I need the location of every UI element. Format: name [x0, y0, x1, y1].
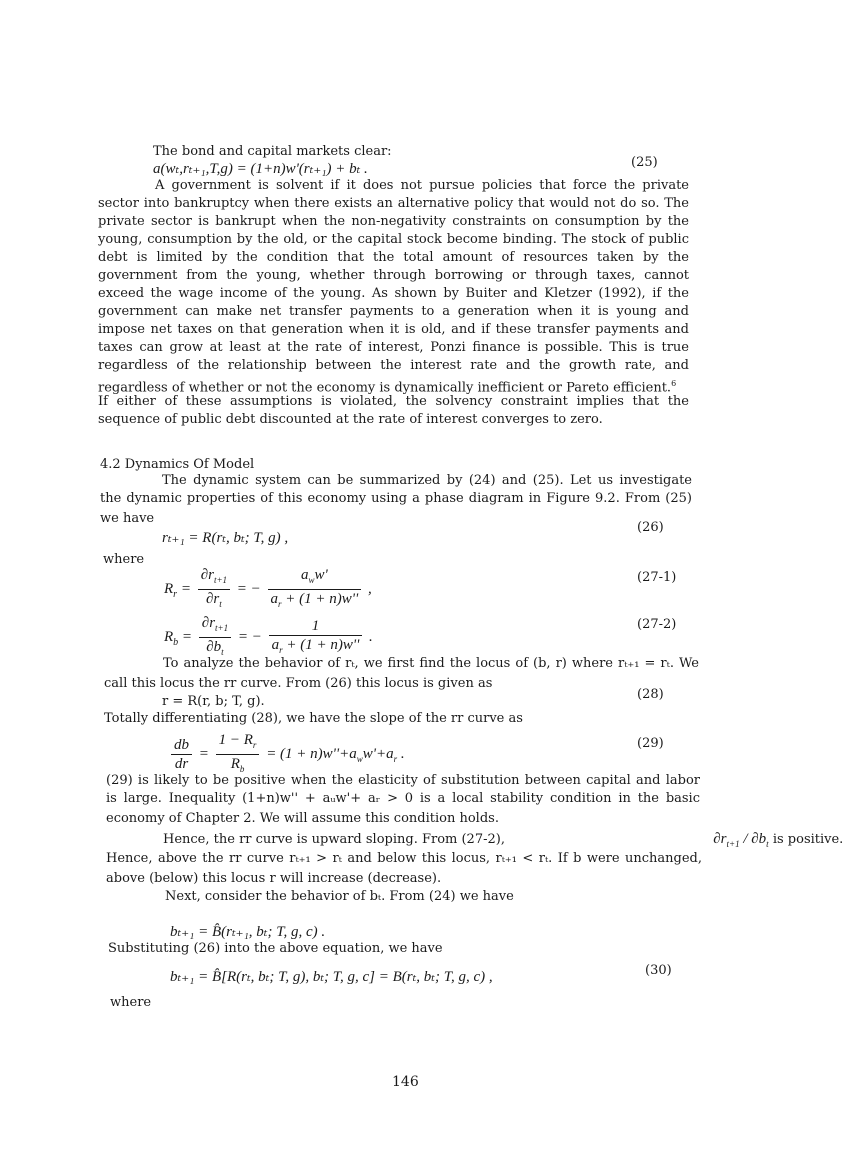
- hence-line-2: Hence, above the rr curve rₜ₊₁ > rₜ and below this locus, rₜ₊₁ < rₜ. If b were unchanged,: [106, 851, 702, 866]
- equation-25: a(wₜ,rₜ₊₁,T,g) = (1+n)w'(rₜ₊₁) + bₜ .: [153, 161, 368, 177]
- para1-line-7: exceed the wage income of the young. As shown by Buiter and Kletzer (1992), if the: [98, 286, 689, 301]
- equation-27-1: $R_r$ = $\frac{\partial r_{t+1}}{\partial r_t}$ = − $\frac{a_ww'}{a_r + (1 + n)w''}$ ,: [164, 567, 372, 609]
- para1-line-12: regardless of whether or not the economy is dynamically inefficient or Pareto efficient.$^6$: [98, 379, 677, 396]
- equation-29-number: (29): [637, 736, 664, 751]
- equation-28-number: (28): [637, 687, 664, 702]
- para1-line-2: sector into bankruptcy when there exists an alternative policy that would not do so. The: [98, 196, 689, 211]
- equation-26: rₜ₊₁ = R(rₜ, bₜ; T, g) ,: [162, 530, 289, 546]
- para1-line-5: debt is limited by the condition that the total amount of resources taken by the: [98, 250, 689, 265]
- rr-para-line-1: To analyze the behavior of rₜ, we first find the locus of (b, r) where rₜ₊₁ = rₜ. We: [163, 656, 699, 671]
- market-clear-intro: The bond and capital markets clear:: [153, 144, 392, 159]
- hence-line-1-text: Hence, the rr curve is upward sloping. From (27-2),: [163, 832, 505, 847]
- page-number: 146: [392, 1074, 419, 1090]
- section-heading: 4.2 Dynamics Of Model: [100, 457, 255, 472]
- next-behavior: Next, consider the behavior of bₜ. From (24) we have: [165, 889, 514, 904]
- para1-line-8: government can make net transfer payments to a generation when it is young and: [98, 304, 689, 319]
- para1-line-13: If either of these assumptions is violated, the solvency constraint implies that the: [98, 394, 689, 409]
- para1-line-3: private sector is bankrupt when the non-negativity constraints on consumption by the: [98, 214, 689, 229]
- hence-line-1-end: is positive.: [772, 832, 843, 847]
- partial-derivative-inline: $\partial r_{t+1} / \partial b_t$: [713, 831, 769, 849]
- equation-29: $\frac{db}{dr}$ = $\frac{1 - R_r}{R_b}$ = $(1 + n)w''+a_ww'+a_r$ .: [168, 731, 405, 778]
- equation-b-hat: bₜ₊₁ = B̂(rₜ₊₁, bₜ; T, g, c) .: [170, 924, 326, 940]
- hence-line-3: above (below) this locus r will increase (decrease).: [106, 871, 442, 886]
- para1-line-1: A government is solvent if it does not pursue policies that force the private: [155, 178, 689, 193]
- equation-27-2: $R_b$ = $\frac{\partial r_{t+1}}{\partial b_t}$ = − $\frac{1}{a_r + (1 + n)w''}$ .: [164, 615, 373, 657]
- hence-line-1: [163, 831, 843, 852]
- equation-27-2-number: (27-2): [637, 617, 677, 632]
- para1-line-9: impose net taxes on that generation when it is old, and if these transfer payments and: [98, 322, 689, 337]
- totally-differentiating: Totally differentiating (28), we have the slope of the rr curve as: [104, 711, 523, 726]
- section-line-2: the dynamic properties of this economy using a phase diagram in Figure 9.2. From (25): [100, 491, 692, 506]
- where-label-2: where: [110, 995, 152, 1010]
- equation-30: bₜ₊₁ = B̂[R(rₜ, bₜ; T, g), bₜ; T, g, c] = B(rₜ, bₜ; T, g, c) ,: [170, 969, 493, 985]
- para29-line-3: economy of Chapter 2. We will assume this condition holds.: [106, 811, 499, 826]
- where-label-1: where: [103, 552, 145, 567]
- footnote-mark: 6: [671, 379, 677, 388]
- section-line-1: The dynamic system can be summarized by (24) and (25). Let us investigate: [162, 473, 692, 488]
- equation-30-number: (30): [645, 963, 672, 978]
- para1-line-4: young, consumption by the old, or the capital stock become binding. The stock of public: [98, 232, 689, 247]
- para1-line-6: government from the young, whether through borrowing or through taxes, cannot: [98, 268, 689, 283]
- para1-line-11: regardless of the relationship between the interest rate and the growth rate, and: [98, 358, 689, 373]
- equation-28: r = R(r, b; T, g).: [162, 694, 265, 709]
- para1-line-10: taxes can grow at least at the rate of interest, Ponzi finance is possible. This is true: [98, 340, 689, 355]
- equation-26-number: (26): [637, 520, 664, 535]
- rr-para-line-2: call this locus the rr curve. From (26) this locus is given as: [104, 676, 493, 691]
- equation-25-number: (25): [631, 155, 658, 170]
- section-line-3: we have: [100, 511, 155, 526]
- para29-line-1: (29) is likely to be positive when the elasticity of substitution between capital and labor: [106, 773, 700, 788]
- substituting-line: Substituting (26) into the above equation, we have: [108, 941, 443, 956]
- para1-line-14: sequence of public debt discounted at the rate of interest converges to zero.: [98, 412, 603, 427]
- para29-line-2: is large. Inequality (1+n)w'' + aᵤw'+ aᵣ > 0 is a local stability condition in the basic: [106, 791, 700, 806]
- equation-27-1-number: (27-1): [637, 570, 677, 585]
